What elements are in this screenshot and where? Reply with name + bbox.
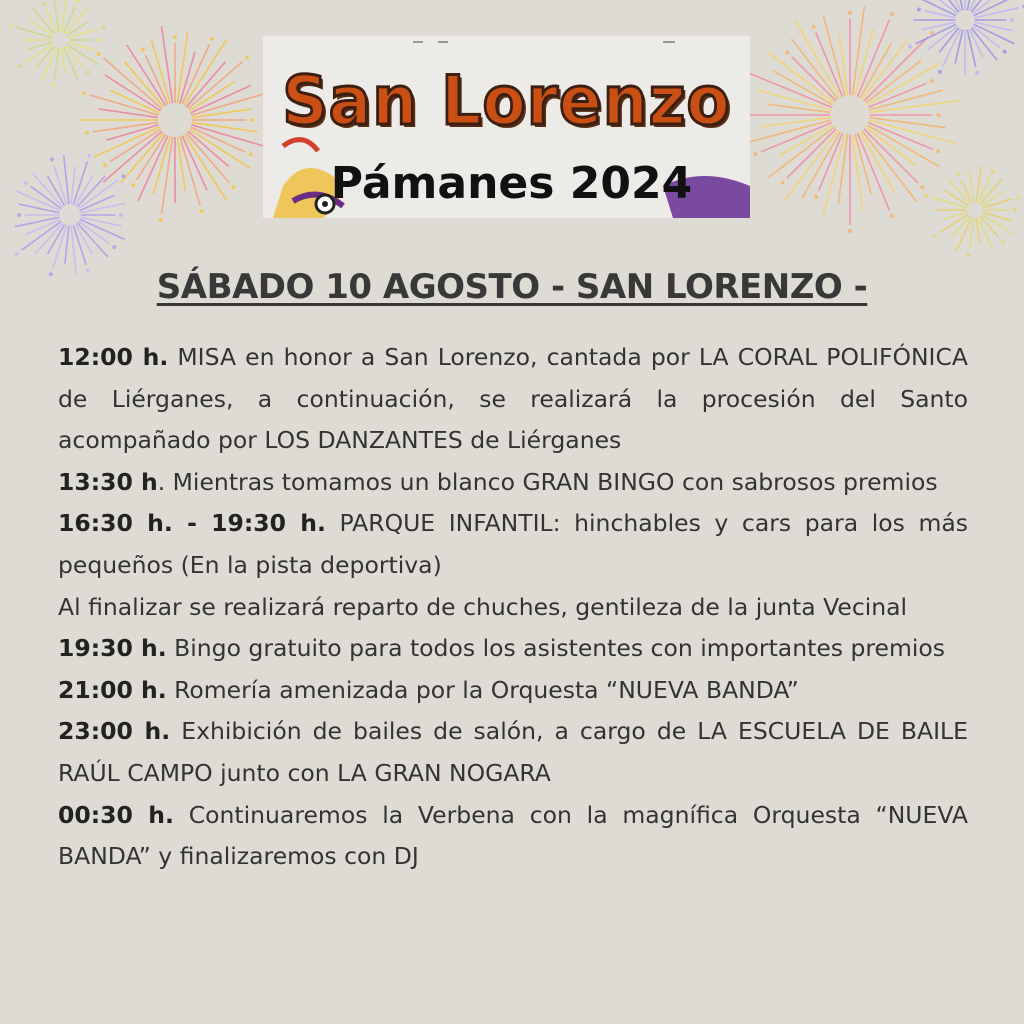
schedule-text: Bingo gratuito para todos los asistentes con importantes premios bbox=[166, 634, 946, 663]
schedule-text: . Mientras tomamos un blanco GRAN BINGO con sabrosos premios bbox=[157, 467, 938, 496]
schedule-time: 12:00 h. bbox=[58, 343, 169, 371]
schedule-time: 00:30 h. bbox=[58, 800, 174, 829]
schedule-list bbox=[58, 337, 968, 878]
schedule-item bbox=[58, 711, 968, 794]
schedule-time: 13:30 h bbox=[58, 467, 158, 496]
schedule-item bbox=[58, 587, 968, 629]
schedule-item bbox=[58, 462, 968, 504]
schedule-text: PARQUE INFANTIL: hinchables y cars para los más pequeños (En la pista deportiva) bbox=[58, 509, 968, 579]
schedule-text: Continuaremos la Verbena con la magnífica Orquesta “NUEVA BANDA” y finalizaremos con DJ bbox=[58, 800, 968, 871]
schedule-item bbox=[58, 795, 968, 878]
schedule-text: Al finalizar se realizará reparto de chuches, gentileza de la junta Vecinal bbox=[58, 592, 908, 621]
schedule-time: 16:30 h. - 19:30 h. bbox=[58, 509, 326, 538]
schedule-time: 21:00 h. bbox=[58, 675, 167, 704]
schedule-text: MISA en honor a San Lorenzo, cantada por LA CORAL POLIFÓNICA de Liérganes, a continuación, se realizará la procesión del Santo acompañado por LOS DANZANTES de Liérganes bbox=[58, 343, 968, 455]
schedule-item bbox=[58, 503, 968, 586]
day-heading: SÁBADO 10 AGOSTO - SAN LORENZO - bbox=[156, 267, 868, 307]
schedule-time: 23:00 h. bbox=[58, 717, 171, 746]
schedule-item bbox=[58, 628, 968, 670]
schedule-text: Romería amenizada por la Orquesta “NUEVA BANDA” bbox=[166, 675, 799, 704]
banner-subtitle: Pámanes 2024 bbox=[330, 158, 693, 209]
banner-title: San Lorenzo bbox=[282, 62, 731, 141]
schedule-text: Exhibición de bailes de salón, a cargo de LA ESCUELA DE BAILE RAÚL CAMPO junto con LA GRAN NOGARA bbox=[58, 717, 968, 787]
schedule-item bbox=[58, 337, 968, 462]
schedule-item bbox=[58, 670, 968, 712]
event-banner bbox=[263, 36, 750, 218]
schedule-time: 19:30 h. bbox=[58, 634, 167, 663]
